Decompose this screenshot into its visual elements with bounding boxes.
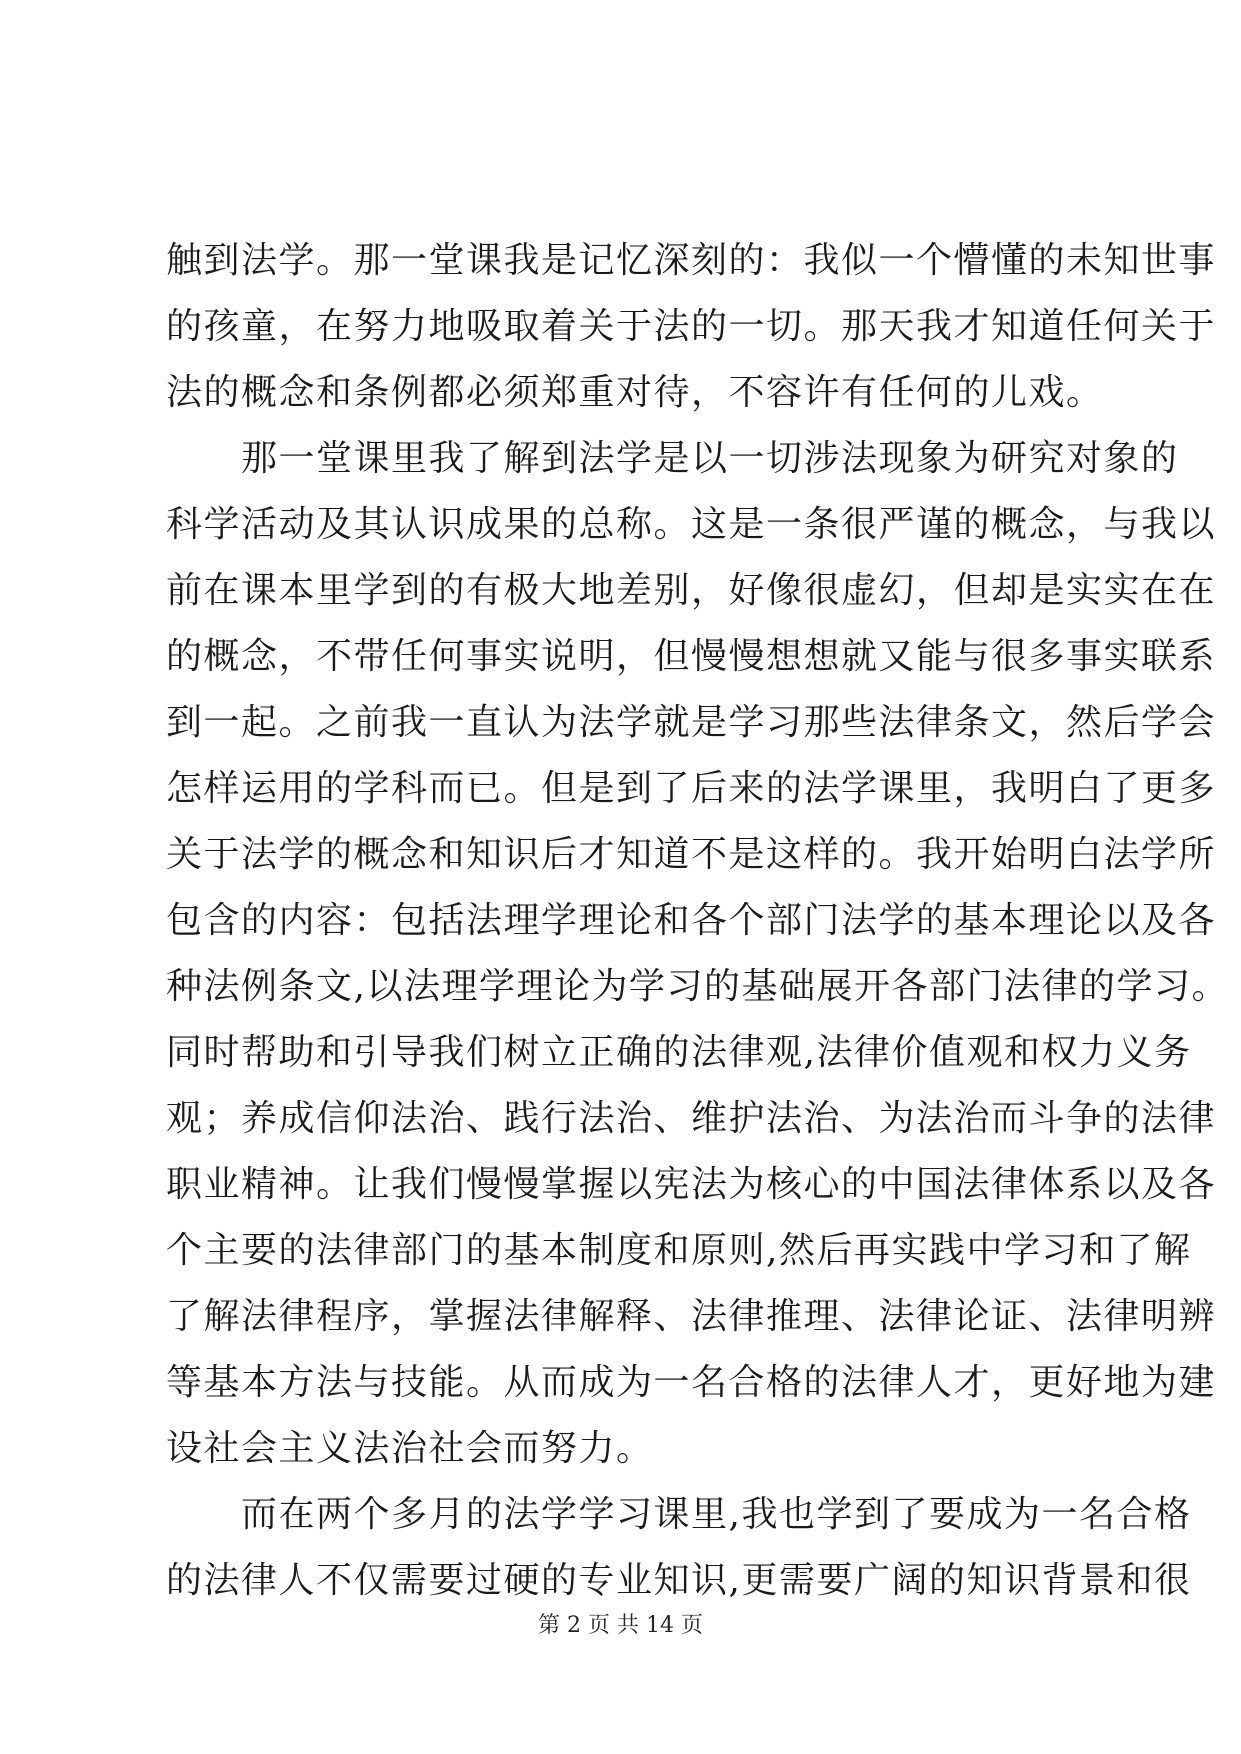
text-line: 种法例条文,以法理学理论为学习的基础展开各部门法律的学习。 xyxy=(166,966,1229,1007)
text-line: 同时帮助和引导我们树立正确的法律观,法律价值观和权力义务 xyxy=(166,1032,1192,1073)
text-line: 观；养成信仰法治、践行法治、维护法治、为法治而斗争的法律 xyxy=(166,1098,1217,1139)
body-text xyxy=(166,228,1229,1614)
page-number-footer: 第 2 页 共 14 页 xyxy=(538,1613,703,1638)
text-line: 科学活动及其认识成果的总称。这是一条很严谨的概念，与我以 xyxy=(166,504,1217,545)
text-line: 前在课本里学到的有极大地差别，好像很虚幻，但却是实实在在 xyxy=(166,570,1217,611)
text-line: 到一起。之前我一直认为法学就是学习那些法律条文，然后学会 xyxy=(166,702,1217,743)
text-line: 设社会主义法治社会而努力。 xyxy=(166,1428,654,1469)
text-line: 的法律人不仅需要过硬的专业知识,更需要广阔的知识背景和很 xyxy=(166,1560,1192,1601)
text-line: 个主要的法律部门的基本制度和原则,然后再实践中学习和了解 xyxy=(166,1230,1192,1271)
text-line: 关于法学的概念和知识后才知道不是这样的。我开始明白法学所 xyxy=(166,834,1217,875)
text-line: 职业精神。让我们慢慢掌握以宪法为核心的中国法律体系以及各 xyxy=(166,1164,1217,1205)
text-line: 的概念，不带任何事实说明，但慢慢想想就又能与很多事实联系 xyxy=(166,636,1217,677)
text-line: 等基本方法与技能。从而成为一名合格的法律人才，更好地为建 xyxy=(166,1362,1217,1403)
text-line: 那一堂课里我了解到法学是以一切涉法现象为研究对象的 xyxy=(166,438,1179,479)
text-line: 了解法律程序，掌握法律解释、法律推理、法律论证、法律明辨 xyxy=(166,1296,1217,1337)
text-line: 包含的内容：包括法理学理论和各个部门法学的基本理论以及各 xyxy=(166,900,1217,941)
text-line: 怎样运用的学科而已。但是到了后来的法学课里，我明白了更多 xyxy=(166,768,1217,809)
text-line: 而在两个多月的法学学习课里,我也学到了要成为一名合格 xyxy=(166,1494,1192,1535)
text-line: 触到法学。那一堂课我是记忆深刻的：我似一个懵懂的未知世事 xyxy=(166,240,1217,281)
text-line: 法的概念和条例都必须郑重对待，不容许有任何的儿戏。 xyxy=(166,372,1104,413)
text-line: 的孩童，在努力地吸取着关于法的一切。那天我才知道任何关于 xyxy=(166,306,1217,347)
